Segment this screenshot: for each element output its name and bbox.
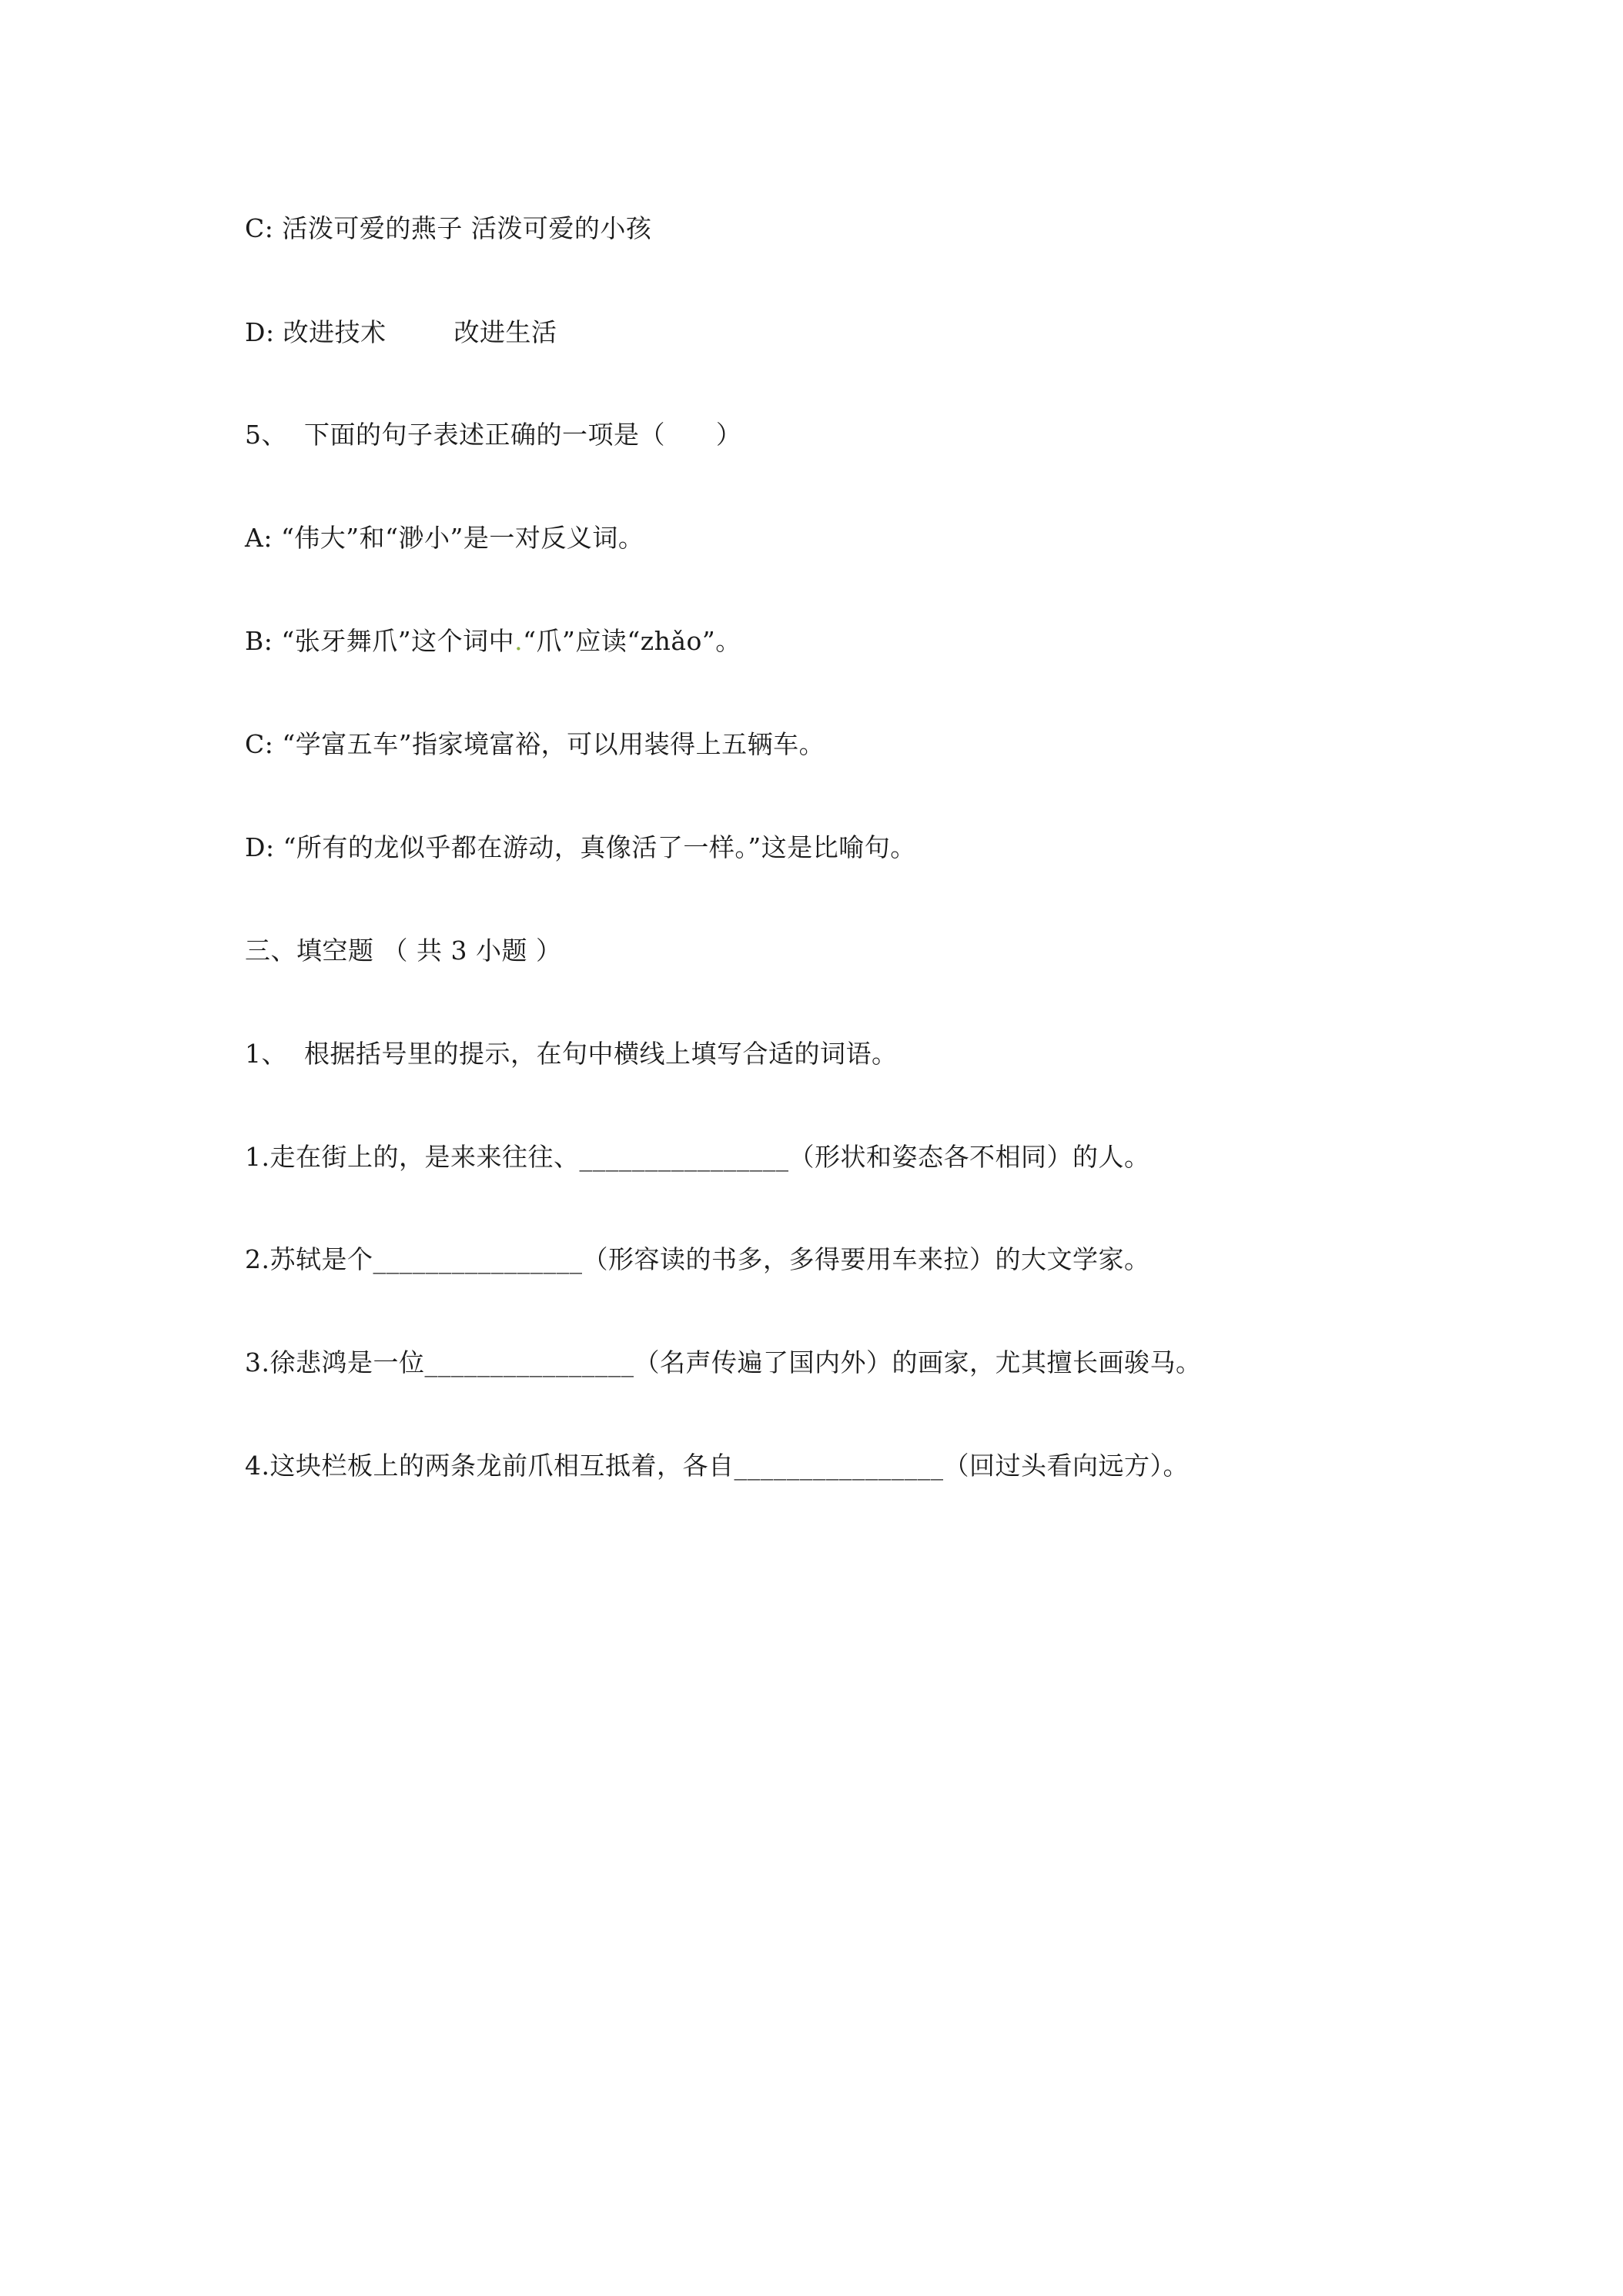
q5-option-b [245, 624, 741, 658]
q4-option-c: C: 活泼可爱的燕子 活泼可爱的小孩 [245, 213, 652, 243]
emphasis-dot: . [514, 626, 524, 656]
fill-item-2: 2.苏轼是个________________（形容读的书多，多得要用车来拉）的大文学家。 [245, 1244, 1150, 1274]
q5-option-b-after: “爪”应读“zhǎo”。 [523, 626, 741, 656]
fill-item-1: 1.走在街上的，是来来往往、________________（形状和姿态各不相同）的人。 [245, 1142, 1150, 1172]
q5-option-d: D: “所有的龙似乎都在游动，真像活了一样。”这是比喻句。 [245, 832, 916, 862]
q5-option-a: A: “伟大”和“渺小”是一对反义词。 [245, 523, 644, 553]
fill-item-4: 4.这块栏板上的两条龙前爪相互抵着，各自________________（回过头看向远方）。 [245, 1451, 1189, 1481]
section-3-heading: 三、填空题 （ 共 3 小题 ） [245, 935, 562, 966]
q5-option-b-before: B: “张牙舞爪”这个词中 [245, 626, 515, 656]
section-3-q1-stem: 1、 根据括号里的提示，在句中横线上填写合适的词语。 [245, 1039, 898, 1069]
fill-item-3: 3.徐悲鸿是一位________________（名声传遍了国内外）的画家，尤其擅长画骏马。 [245, 1347, 1202, 1377]
q5-stem: 5、 下面的句子表述正确的一项是（ ） [245, 420, 742, 450]
q5-option-c: C: “学富五车”指家境富裕，可以用装得上五辆车。 [245, 729, 825, 759]
q4-option-d: D: 改进技术 改进生活 [245, 317, 557, 347]
